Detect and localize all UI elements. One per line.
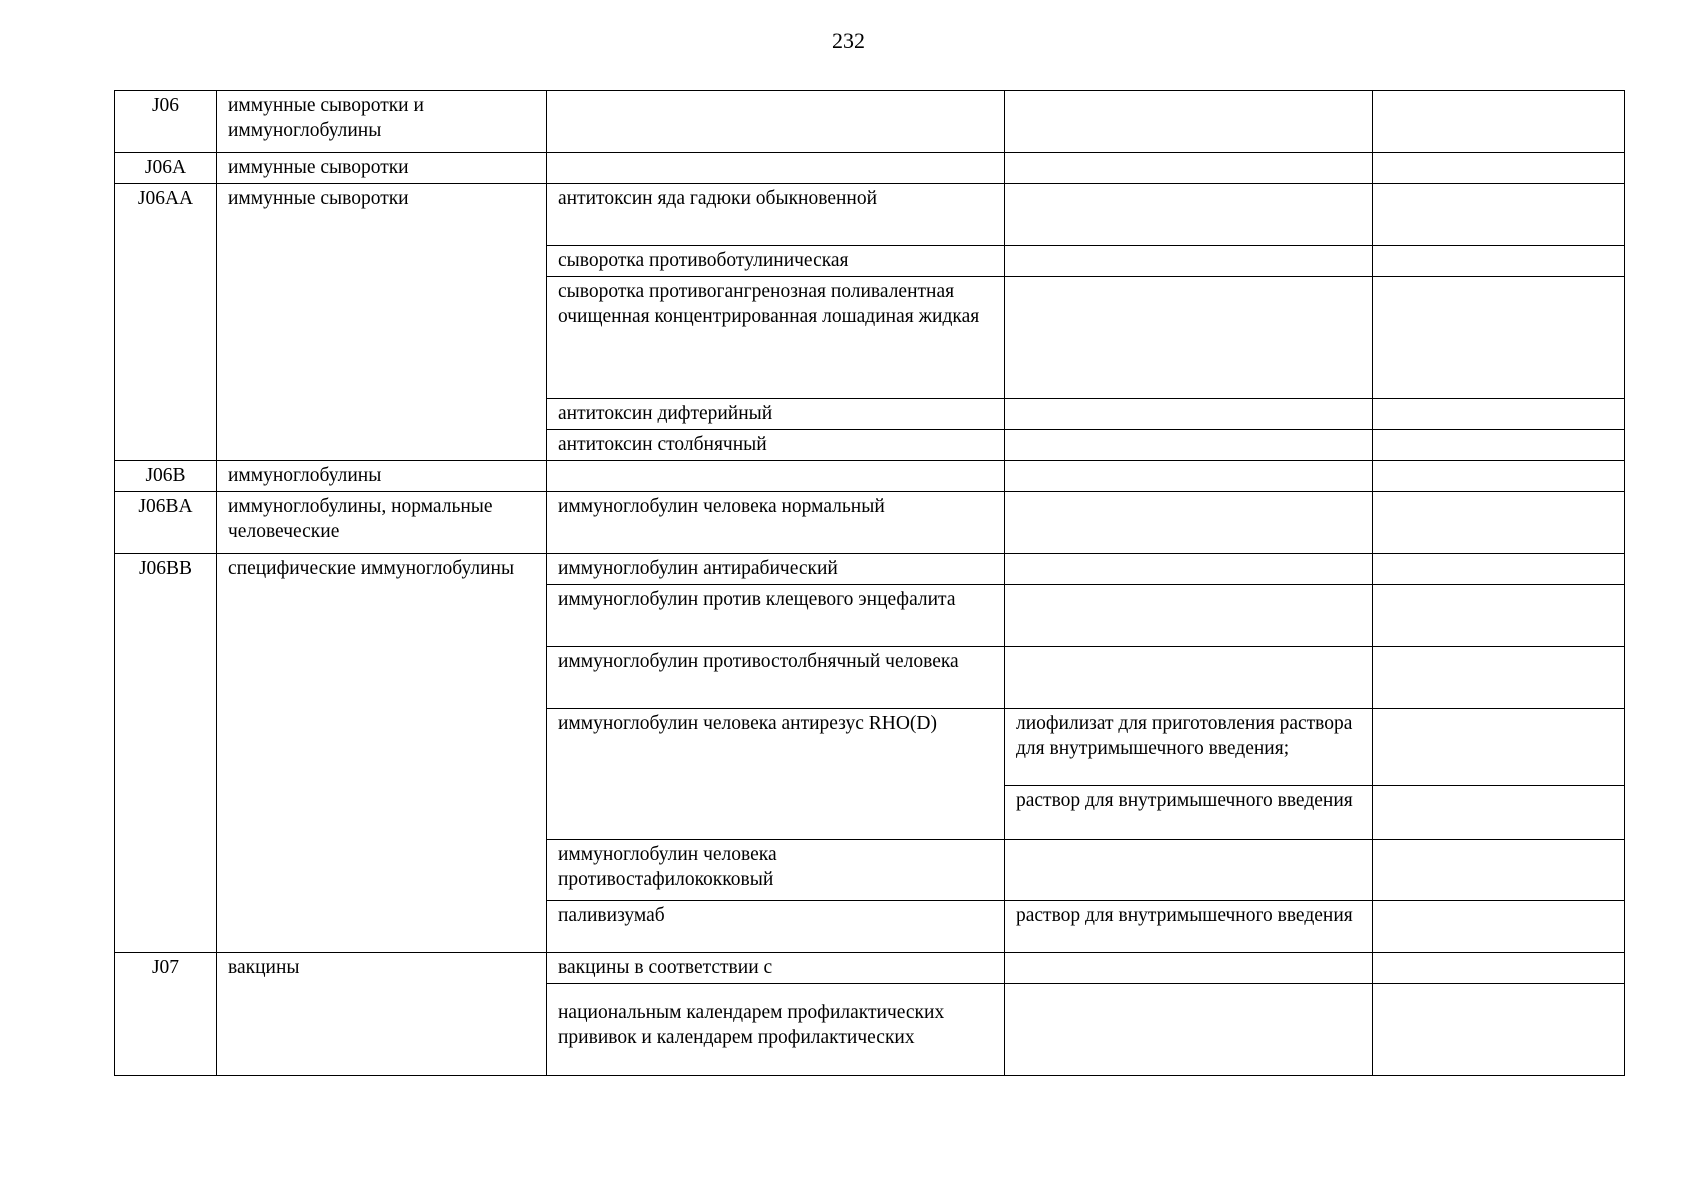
drug-name-cell: антитоксин яда гадюки обыкновенной: [547, 184, 1005, 246]
dosage-form-cell: [1005, 399, 1373, 430]
atc-group-cell: иммунные сыворотки: [217, 153, 547, 184]
table-row: [115, 91, 1625, 153]
drug-name-cell: антитоксин дифтерийный: [547, 399, 1005, 430]
dosage-form-cell: [1005, 153, 1373, 184]
table-row: [115, 492, 1625, 554]
page-number: 232: [832, 28, 865, 53]
drug-name-cell: вакцины в соответствии с: [547, 953, 1005, 984]
extra-cell: [1373, 953, 1625, 984]
extra-cell: [1373, 399, 1625, 430]
dosage-form-cell: [1005, 91, 1373, 153]
drug-name-cell: антитоксин столбнячный: [547, 430, 1005, 461]
drug-name-cell: иммуноглобулин человека нормальный: [547, 492, 1005, 554]
dosage-form-cell: [1005, 984, 1373, 1076]
extra-cell: [1373, 786, 1625, 840]
drug-name-cell: иммуноглобулин против клещевого энцефалита: [547, 585, 1005, 647]
extra-cell: [1373, 246, 1625, 277]
atc-group-cell: специфические иммуноглобулины: [217, 554, 547, 953]
extra-cell: [1373, 492, 1625, 554]
dosage-form-cell: [1005, 277, 1373, 399]
dosage-form-cell: [1005, 585, 1373, 647]
drug-name-cell: иммуноглобулин противостолбнячный человека: [547, 647, 1005, 709]
drug-name-cell: национальным календарем профилактических прививок и календарем профилактических: [547, 984, 1005, 1076]
dosage-form-cell: [1005, 492, 1373, 554]
drug-name-cell: иммуноглобулин человека противостафилококковый: [547, 840, 1005, 901]
dosage-form-cell: [1005, 184, 1373, 246]
extra-cell: [1373, 840, 1625, 901]
extra-cell: [1373, 709, 1625, 786]
atc-code-cell: J06B: [115, 461, 217, 492]
atc-code-cell: J06: [115, 91, 217, 153]
dosage-form-cell: раствор для внутримышечного введения: [1005, 786, 1373, 840]
atc-group-cell: вакцины: [217, 953, 547, 1076]
atc-code-cell: J06A: [115, 153, 217, 184]
drug-name-cell: [547, 153, 1005, 184]
atc-group-cell: иммунные сыворотки и иммуноглобулины: [217, 91, 547, 153]
dosage-form-cell: [1005, 461, 1373, 492]
extra-cell: [1373, 277, 1625, 399]
drug-name-cell: [547, 91, 1005, 153]
table-row: [115, 153, 1625, 184]
dosage-form-cell: раствор для внутримышечного введения: [1005, 901, 1373, 953]
table-row: [115, 184, 1625, 246]
drug-name-cell: сыворотка противоботулиническая: [547, 246, 1005, 277]
dosage-form-cell: лиофилизат для приготовления раствора для внутримышечного введения;: [1005, 709, 1373, 786]
atc-code-cell: J06BA: [115, 492, 217, 554]
dosage-form-cell: [1005, 246, 1373, 277]
table-row: [115, 461, 1625, 492]
drug-name-cell: сыворотка противогангренозная поливалентная очищенная концентрированная лошадиная жидкая: [547, 277, 1005, 399]
extra-cell: [1373, 461, 1625, 492]
atc-group-cell: иммунные сыворотки: [217, 184, 547, 461]
atc-code-cell: J07: [115, 953, 217, 1076]
drug-name-cell: иммуноглобулин антирабический: [547, 554, 1005, 585]
dosage-form-cell: [1005, 554, 1373, 585]
extra-cell: [1373, 430, 1625, 461]
dosage-form-cell: [1005, 953, 1373, 984]
dosage-form-cell: [1005, 430, 1373, 461]
dosage-form-cell: [1005, 840, 1373, 901]
table-row: [115, 554, 1625, 585]
extra-cell: [1373, 585, 1625, 647]
extra-cell: [1373, 184, 1625, 246]
extra-cell: [1373, 647, 1625, 709]
extra-cell: [1373, 554, 1625, 585]
table-row: [115, 953, 1625, 984]
drug-name-cell: [547, 461, 1005, 492]
drug-name-cell: иммуноглобулин человека антирезус RHO(D): [547, 709, 1005, 840]
atc-code-cell: J06BB: [115, 554, 217, 953]
dosage-form-cell: [1005, 647, 1373, 709]
atc-group-cell: иммуноглобулины, нормальные человеческие: [217, 492, 547, 554]
extra-cell: [1373, 984, 1625, 1076]
extra-cell: [1373, 901, 1625, 953]
extra-cell: [1373, 153, 1625, 184]
extra-cell: [1373, 91, 1625, 153]
atc-code-cell: J06AA: [115, 184, 217, 461]
atc-group-cell: иммуноглобулины: [217, 461, 547, 492]
drug-name-cell: паливизумаб: [547, 901, 1005, 953]
drug-classification-table: [114, 90, 1625, 1076]
